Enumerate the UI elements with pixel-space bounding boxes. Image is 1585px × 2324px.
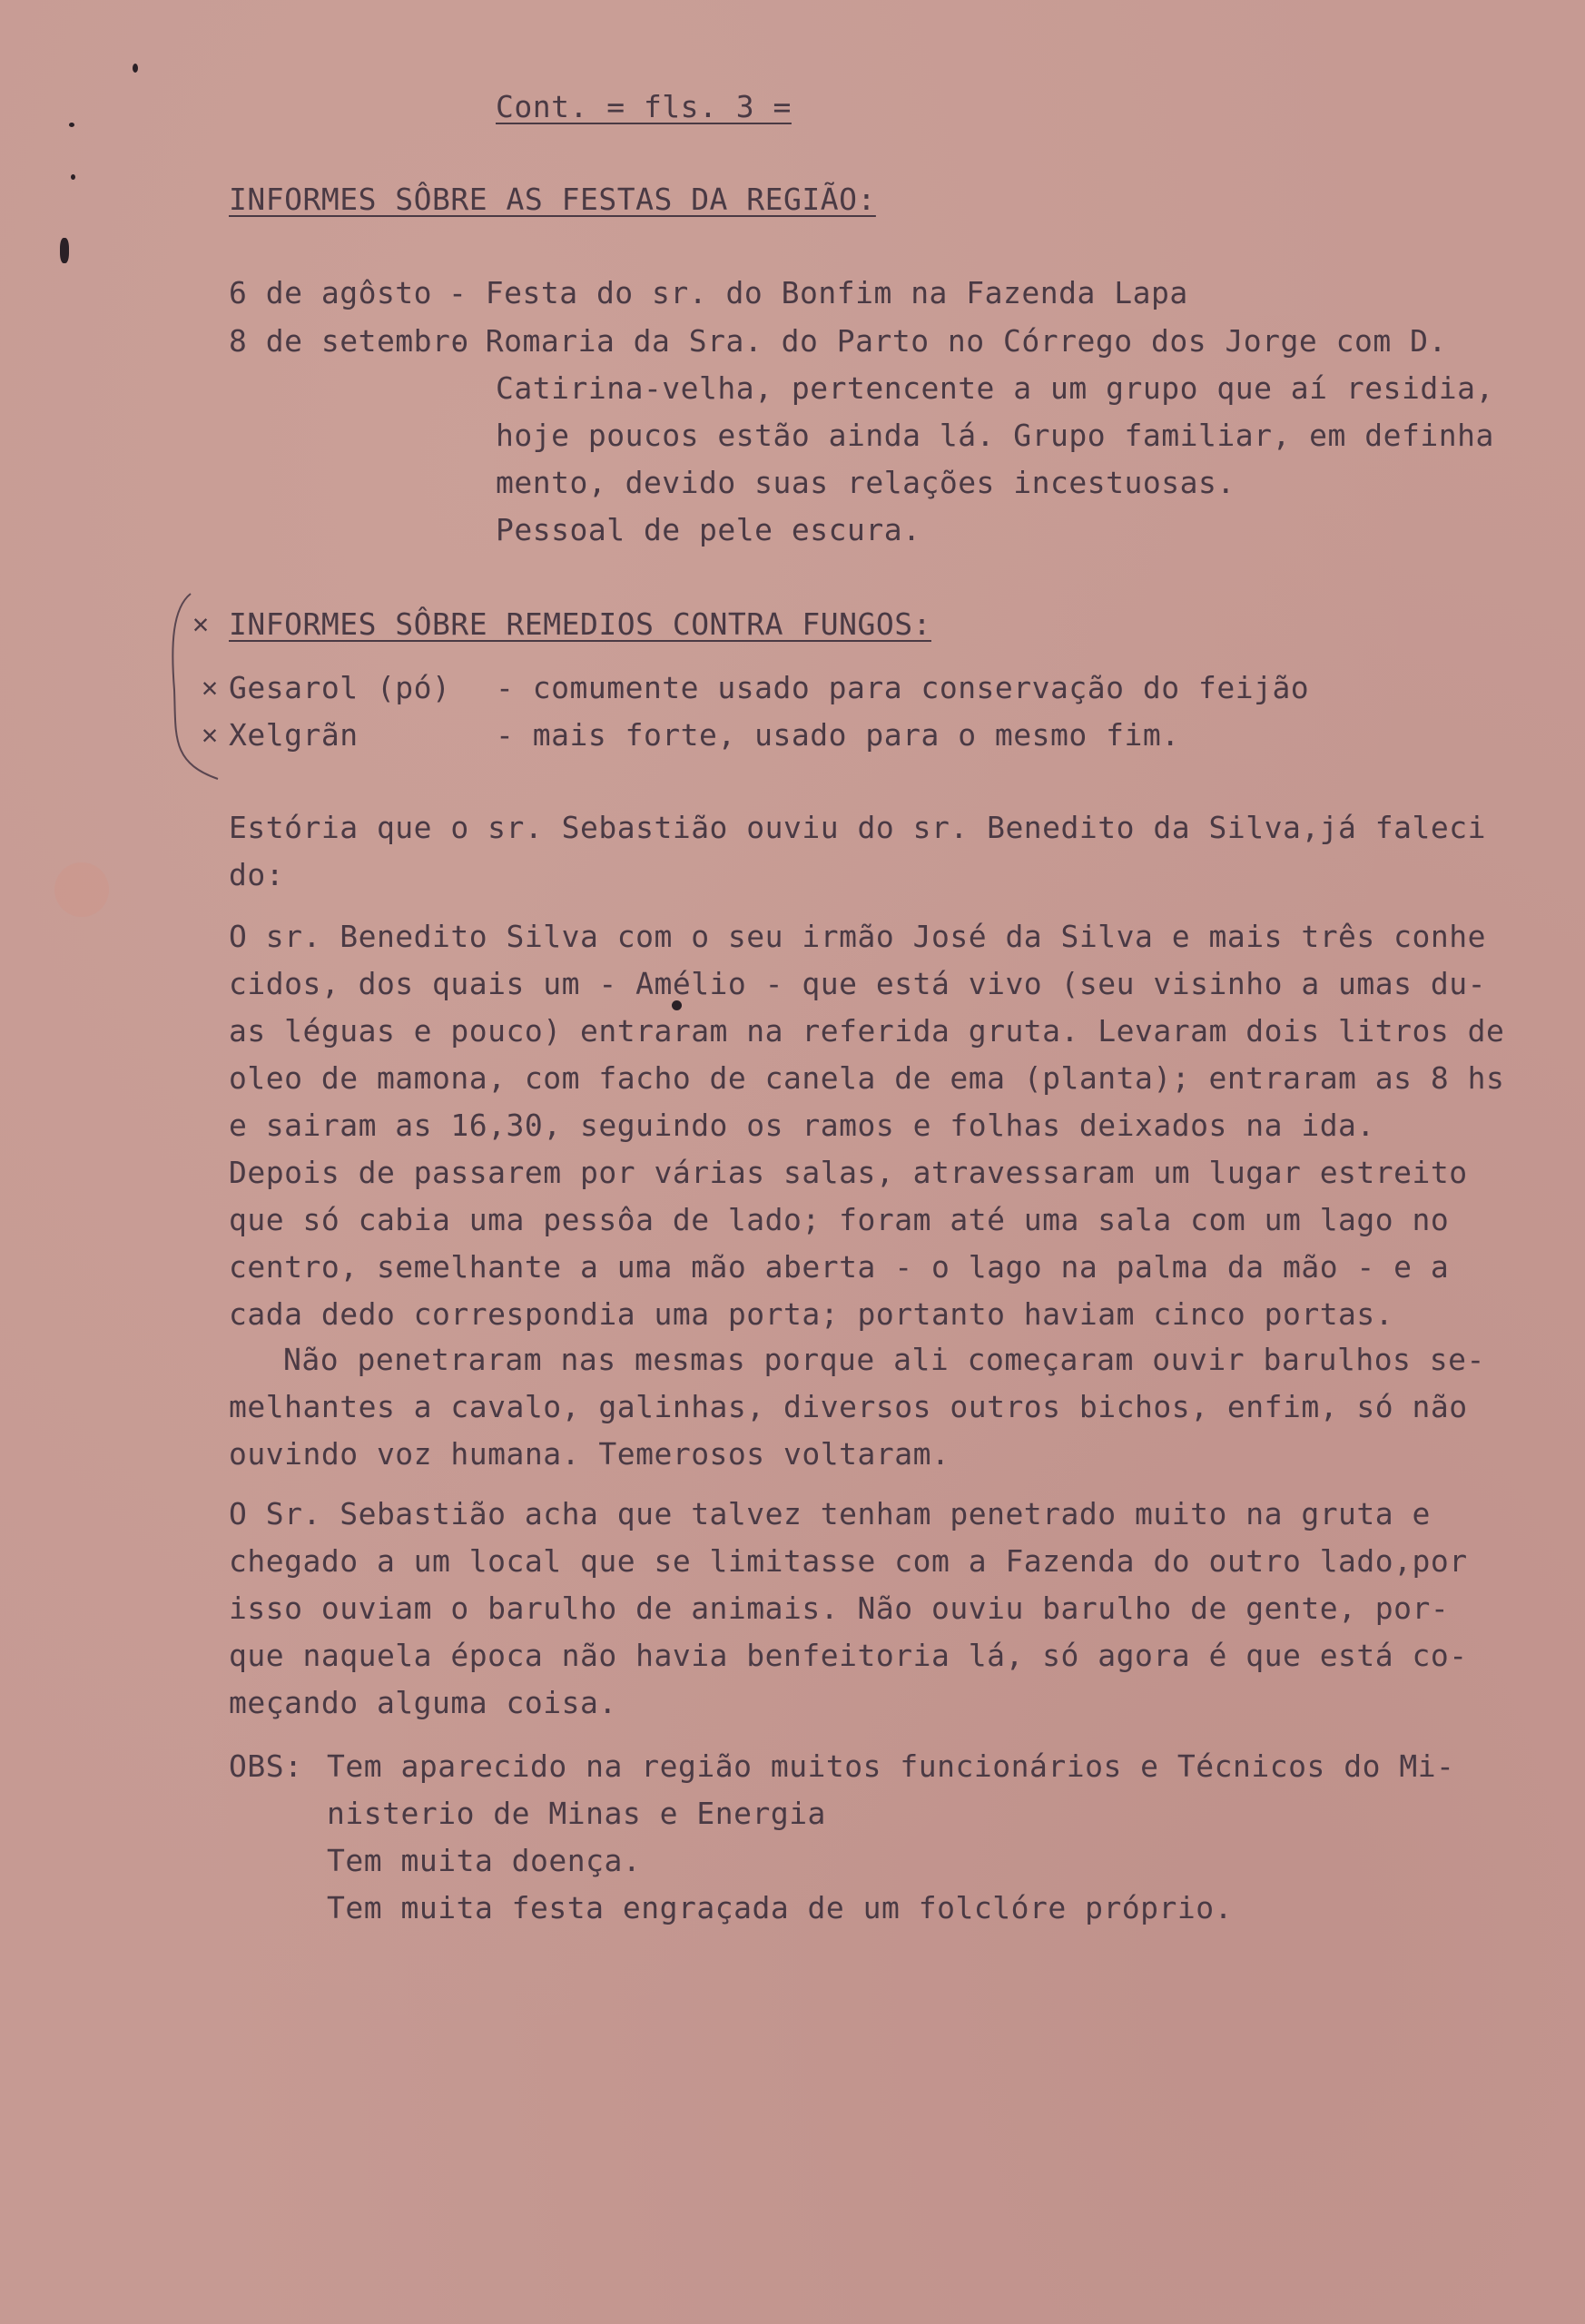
festa-continuation: Pessoal de pele escura. (496, 512, 921, 547)
estoria-intro-line: Estória que o sr. Sebastião ouviu do sr. Benedito da Silva,já faleci (229, 810, 1487, 845)
remedio-description: - mais forte, usado para o mesmo fim. (496, 717, 1180, 753)
festa-description: - Festa do sr. do Bonfim na Fazenda Lapa (448, 275, 1188, 310)
remedios-heading: INFORMES SÔBRE REMEDIOS CONTRA FUNGOS: (229, 606, 931, 642)
check-mark-icon: ✕ (202, 672, 219, 704)
obs-line: Tem muita doença. (327, 1843, 642, 1878)
paragraph-line: O sr. Benedito Silva com o seu irmão José da Silva e mais três conhe (229, 919, 1487, 954)
paragraph-line: centro, semelhante a uma mão aberta - o lago na palma da mão - e a (229, 1249, 1450, 1285)
paragraph-line: que só cabia uma pessôa de lado; foram até uma sala com um lago no (229, 1202, 1450, 1237)
obs-line: nisterio de Minas e Energia (327, 1796, 826, 1831)
ink-speck (60, 238, 69, 263)
paragraph-line: cada dedo correspondia uma porta; portanto haviam cinco portas. (229, 1296, 1394, 1332)
festa-date: 6 de agôsto (229, 275, 433, 310)
remedio-name: Gesarol (pó) (229, 670, 451, 705)
festa-continuation: mento, devido suas relações incestuosas. (496, 465, 1236, 500)
paragraph-line: as léguas e pouco) entraram na referida gruta. Levaram dois litros de (229, 1013, 1505, 1049)
estoria-intro-line: do: (229, 857, 285, 892)
festa-description: - Romaria da Sra. do Parto no Córrego dos Jorge com D. (448, 323, 1447, 359)
paragraph-line: O Sr. Sebastião acha que talvez tenham penetrado muito na gruta e (229, 1496, 1431, 1531)
festa-date: 8 de setembro (229, 323, 469, 359)
remedio-description: - comumente usado para conservação do feijão (496, 670, 1310, 705)
obs-line: Tem aparecido na região muitos funcionários e Técnicos do Mi- (327, 1748, 1455, 1784)
paragraph-line: melhantes a cavalo, galinhas, diversos outros bichos, enfim, só não (229, 1389, 1468, 1424)
paragraph-line: Não penetraram nas mesmas porque ali começaram ouvir barulhos se- (283, 1342, 1485, 1377)
paragraph-line: que naquela época não havia benfeitoria lá, só agora é que está co- (229, 1638, 1468, 1673)
paragraph-line: isso ouviam o barulho de animais. Não ouviu barulho de gente, por- (229, 1590, 1450, 1626)
ink-speck (133, 64, 138, 73)
paragraph-line: oleo de mamona, com facho de canela de ema (planta); entraram as 8 hs (229, 1060, 1505, 1096)
paragraph-line: cidos, dos quais um - Amélio - que está vivo (seu visinho a umas du- (229, 966, 1487, 1001)
paragraph-line: Depois de passarem por várias salas, atravessaram um lugar estreito (229, 1155, 1468, 1190)
paper-stain (54, 862, 109, 917)
check-mark-icon: ✕ (192, 608, 210, 640)
remedio-name: Xelgrãn (229, 717, 359, 753)
check-mark-icon: ✕ (202, 719, 219, 751)
ink-speck (69, 123, 74, 127)
ink-speck (71, 174, 75, 180)
obs-label: OBS: (229, 1748, 303, 1784)
festa-continuation: hoje poucos estão ainda lá. Grupo familiar, em definha (496, 418, 1494, 453)
obs-line: Tem muita festa engraçada de um folclóre próprio. (327, 1890, 1234, 1925)
festa-continuation: Catirina-velha, pertencente a um grupo que aí residia, (496, 370, 1494, 406)
paragraph-line: e sairam as 16,30, seguindo os ramos e folhas deixados na ida. (229, 1108, 1375, 1143)
festas-heading: INFORMES SÔBRE AS FESTAS DA REGIÃO: (229, 182, 876, 217)
page-reference: Cont. = fls. 3 = (496, 89, 792, 124)
paragraph-line: meçando alguma coisa. (229, 1685, 617, 1720)
paragraph-line: chegado a um local que se limitasse com a Fazenda do outro lado,por (229, 1543, 1468, 1579)
paragraph-line: ouvindo voz humana. Temerosos voltaram. (229, 1436, 950, 1472)
